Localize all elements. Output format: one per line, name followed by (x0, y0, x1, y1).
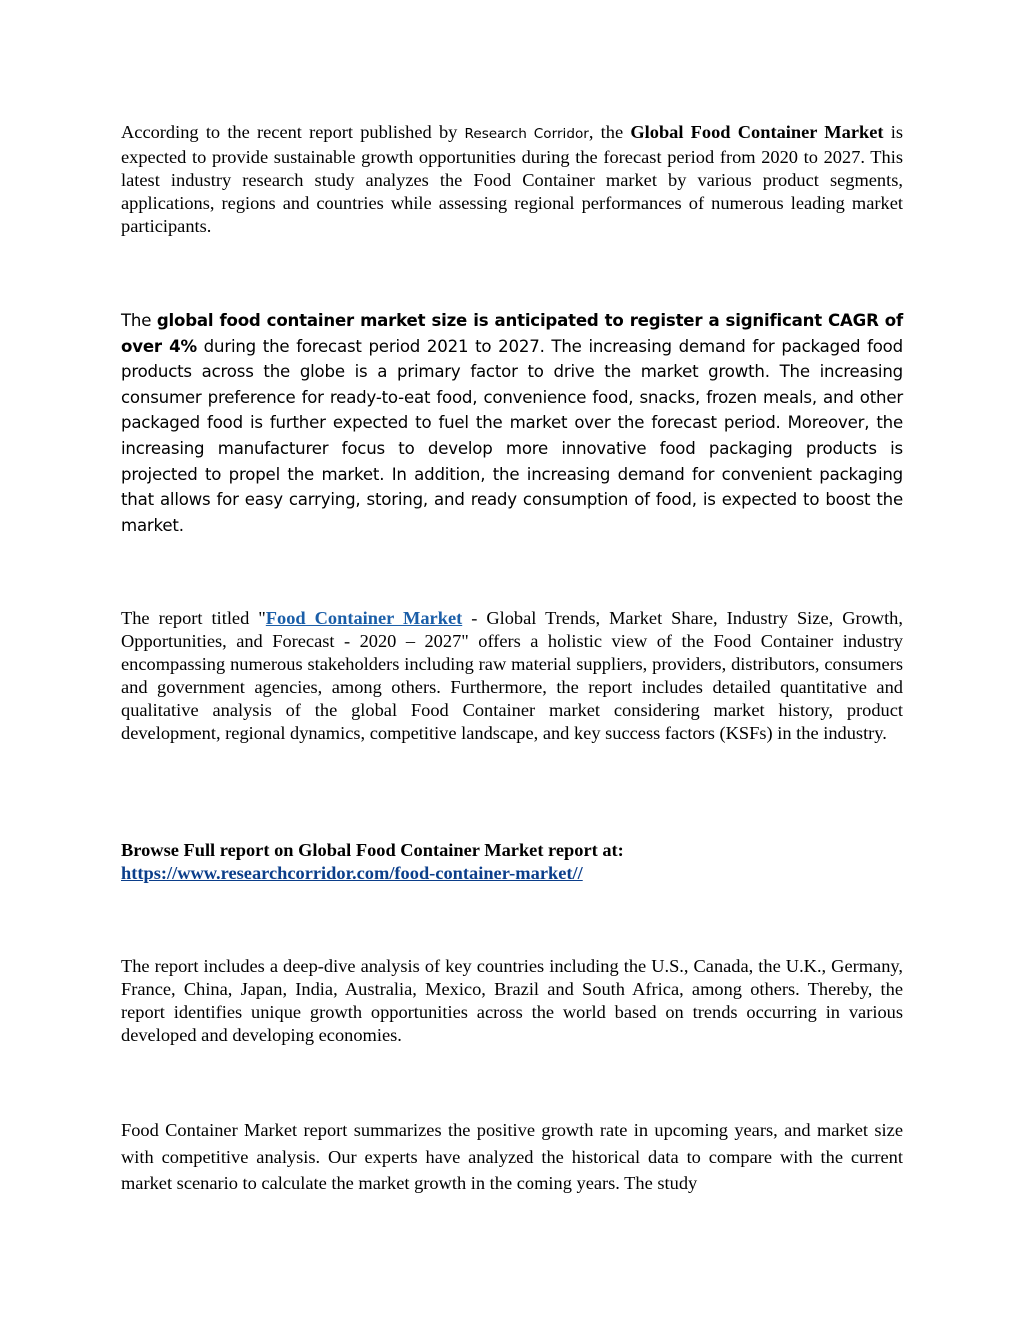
browse-heading: Browse Full report on Global Food Container Market report at: (121, 840, 624, 860)
market-name-bold: Global Food Container Market (630, 122, 884, 142)
intro-paragraph (121, 121, 903, 238)
report-text-2: - Global Trends, Market Share, Industry Size, Growth, Opportunities, and Forecast - 2020 – 2027" offers a holistic view of the Food Container industry encompassing numerous stakeholders including raw material suppliers, providers, distributors, consumers and government agencies, among others. Furthermore, the report includes detailed quantitative and qualitative analysis of the global Food Container market considering market history, product development, regional dynamics, competitive landscape, and key success factors (KSFs) in the industry. (121, 608, 903, 743)
intro-text-2: , the (588, 122, 631, 142)
food-container-market-link[interactable]: Food Container Market (265, 608, 463, 628)
cagr-text-1: The (121, 311, 157, 330)
cagr-text-2: during the forecast period 2021 to 2027. The increasing demand for packaged food products across the globe is a primary factor to drive the market growth. The increasing consumer preference for ready-to-eat food, convenience food, snacks, frozen meals, and other packaged food is further expected to fuel the market over the forecast period. Moreover, the increasing manufacturer focus to develop more innovative food packaging products is projected to propel the market. In addition, the increasing demand for convenient packaging that allows for easy carrying, storing, and ready consumption of food, is expected to boost the market. (121, 336, 903, 535)
cagr-highlight: global food container market size is anticipated to register a significant CAGR of over 4% (121, 311, 903, 356)
report-text-1: The report titled " (121, 608, 266, 628)
summary-paragraph: Food Container Market report summarizes the positive growth rate in upcoming years, and market size with competitive analysis. Our experts have analyzed the historical data to compare with the current market scenario to calculate the market growth in the coming years. The study (121, 1120, 903, 1193)
publisher-name: Research Corridor (464, 126, 589, 142)
cagr-paragraph (121, 308, 903, 538)
intro-text-3: is expected to provide sustainable growth opportunities during the forecast period from 2020 to 2027. This latest industry research study analyzes the Food Container market by various product segments, applications, regions and countries while assessing regional performances of numerous leading market participants. (121, 122, 903, 236)
browse-paragraph (121, 839, 903, 885)
report-url-link[interactable]: https://www.researchcorridor.com/food-container-market// (121, 863, 583, 883)
report-paragraph (121, 607, 903, 745)
countries-paragraph: The report includes a deep-dive analysis of key countries including the U.S., Canada, the U.K., Germany, France, China, Japan, India, Australia, Mexico, Brazil and South Africa, among others. Thereby, the report identifies unique growth opportunities across the world based on trends occurring in various developed and developing economies. (121, 956, 903, 1045)
intro-text-1: According to the recent report published by (121, 122, 465, 142)
